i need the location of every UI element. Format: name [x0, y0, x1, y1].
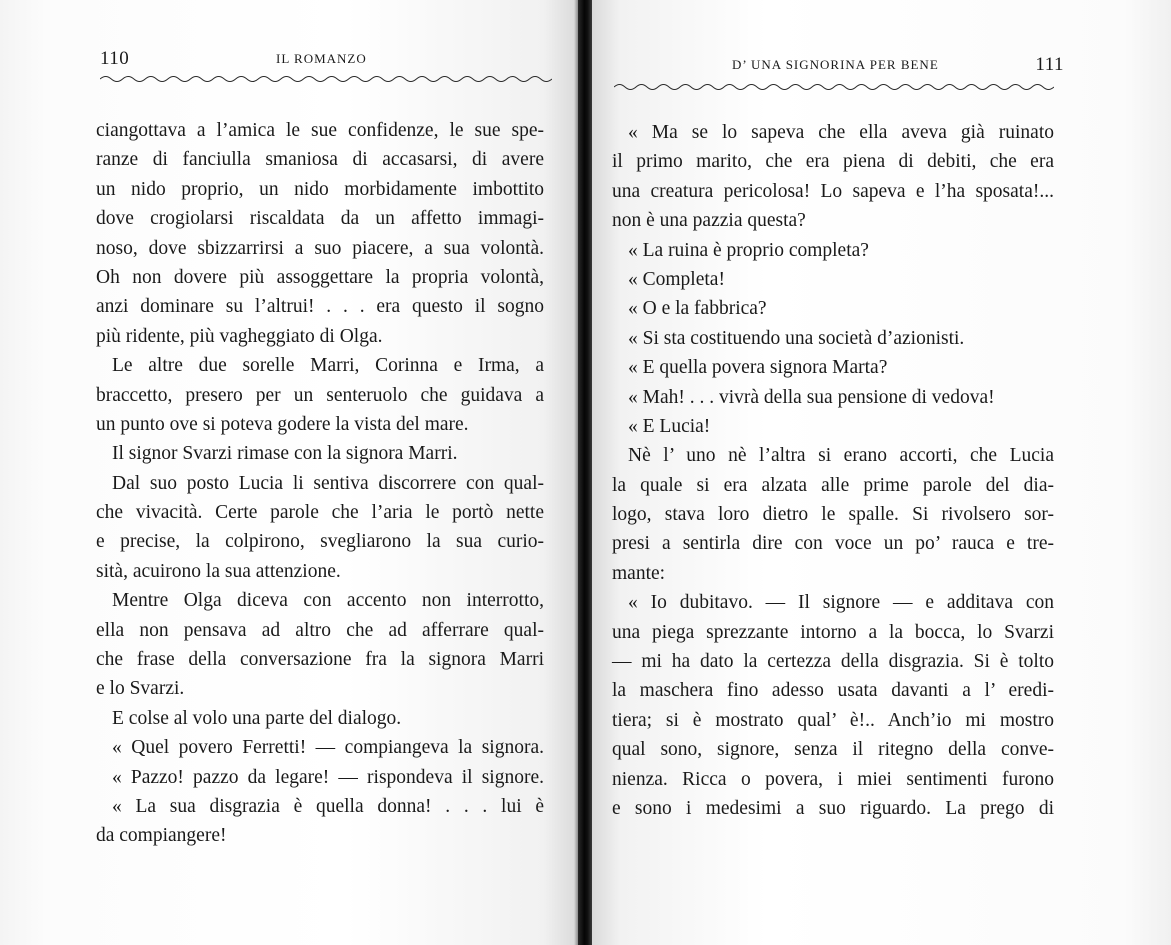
text-line: Nè l’ uno nè l’altra si erano accorti, che Lucia [628, 445, 1054, 467]
text-line: « Si sta costituendo una società d’azionisti. [628, 327, 965, 349]
text-line: il primo marito, che era piena di debiti, che era [612, 151, 1054, 173]
book-gutter [578, 0, 592, 945]
text-line: « Completa! [628, 268, 725, 290]
text-line: un punto ove si poteva godere la vista del mare. [96, 413, 469, 435]
text-line: e lo Svarzi. [96, 678, 185, 700]
text-line: dove crogiolarsi riscaldata da un affetto immagi- [96, 208, 544, 230]
text-line: — mi ha dato la certezza della disgrazia. Si è tolto [612, 651, 1054, 673]
text-line: che frase della conversazione fra la signora Marri [96, 649, 544, 671]
text-line: qual sono, signore, senza il ritegno della conve- [612, 739, 1054, 761]
text-line: ella non pensava ad altro che ad afferrare qual- [96, 619, 544, 641]
text-line: « Mah! . . . vivrà della sua pensione di vedova! [628, 386, 995, 408]
text-line: noso, dove sbizzarrirsi a suo piacere, a sua volontà. [96, 237, 544, 259]
text-line: una creatura pericolosa! Lo sapeva e l’ha sposata!... [612, 180, 1054, 202]
text-line: logo, stava loro dietro le spalle. Si rivolsero sor- [612, 504, 1054, 526]
text-line: Il signor Svarzi rimase con la signora Marri. [112, 443, 458, 465]
text-line: « Io dubitavo. — Il signore — e additava con [628, 592, 1054, 614]
text-line: « Pazzo! pazzo da legare! — rispondeva il signore. [112, 766, 544, 788]
text-line: « O e la fabbrica? [628, 298, 767, 320]
left-ornamental-rule [100, 74, 552, 84]
text-line: tiera; si è mostrato qual’ è!.. Anch’io mi mostro [612, 709, 1054, 731]
left-running-head [100, 48, 552, 72]
left-page-number: 110 [100, 48, 130, 69]
text-line: nienza. Ricca o povera, i miei sentimenti furono [612, 768, 1054, 790]
text-line: una piega sprezzante intorno a la bocca, lo Svarzi [612, 621, 1054, 643]
right-page [592, 0, 1171, 945]
right-ornamental-rule [614, 82, 1054, 92]
text-line: « Quel povero Ferretti! — compiangeva la signora. [112, 737, 544, 759]
text-line: la maschera fino adesso usata davanti a l’ eredi- [612, 680, 1054, 702]
text-line: sità, acuirono la sua attenzione. [96, 560, 341, 582]
text-line: ranze di fanciulla smaniosa di accasarsi, di avere [96, 149, 544, 171]
text-line: « La ruina è proprio completa? [628, 239, 869, 261]
text-line: che vivacità. Certe parole che l’aria le portò nette [96, 502, 544, 524]
left-running-title: IL ROMANZO [276, 51, 367, 66]
text-line: Le altre due sorelle Marri, Corinna e Irma, a [112, 355, 544, 377]
right-body-text [612, 118, 1054, 823]
left-page [0, 0, 578, 945]
right-running-title: D’ UNA SIGNORINA PER BENE [732, 57, 939, 72]
text-line: e precise, la colpirono, svegliarono la sua curio- [96, 531, 544, 553]
text-line: da compiangere! [96, 825, 227, 847]
text-line: un nido proprio, un nido morbidamente imbottito [96, 178, 544, 200]
text-line: più ridente, più vagheggiato di Olga. [96, 325, 383, 347]
text-line: presi a sentirla dire con voce un po’ rauca e tre- [612, 533, 1054, 555]
text-line: « La sua disgrazia è quella donna! . . . lui è [112, 795, 544, 817]
text-line: e sono i medesimi a suo riguardo. La prego di [612, 797, 1054, 819]
text-line: anzi dominare su l’altrui! . . . era questo il sogno [96, 296, 544, 318]
right-page-number: 111 [1035, 54, 1064, 75]
text-line: E colse al volo una parte del dialogo. [112, 707, 402, 729]
text-line: la quale si era alzata alle prime parole del dia- [612, 474, 1054, 496]
text-line: Dal suo posto Lucia li sentiva discorrere con qual- [112, 472, 544, 494]
text-line: « E quella povera signora Marta? [628, 357, 888, 379]
text-line: Oh non dovere più assoggettare la propria volontà, [96, 266, 544, 288]
text-line: « E Lucia! [628, 415, 711, 437]
text-line: ciangottava a l’amica le sue confidenze, le sue spe- [96, 120, 544, 141]
text-line: braccetto, presero per un senteruolo che guidava a [96, 384, 544, 406]
left-body-text [96, 116, 544, 851]
text-line: non è una pazzia questa? [612, 210, 806, 232]
text-line: « Ma se lo sapeva che ella aveva già ruinato [628, 122, 1054, 143]
right-running-head [614, 54, 1064, 78]
text-line: mante: [612, 562, 666, 584]
text-line: Mentre Olga diceva con accento non interrotto, [112, 590, 544, 612]
